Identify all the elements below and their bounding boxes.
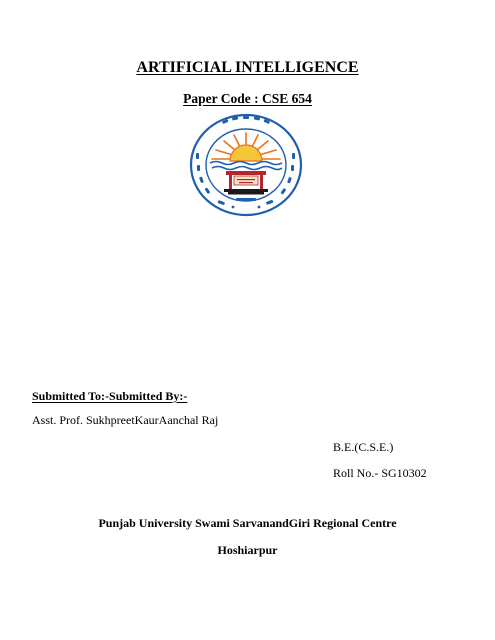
- institution-name: Punjab University Swami SarvanandGiri Regional Centre: [98, 516, 397, 530]
- paper-code: Paper Code : CSE 654: [183, 91, 312, 106]
- submission-names: Asst. Prof. SukhpreetKaurAanchal Raj: [32, 413, 219, 427]
- submitted-heading: Submitted To:-Submitted By:-: [32, 389, 188, 403]
- roll-number: Roll No.- SG10302: [333, 466, 427, 480]
- document-title: ARTIFICIAL INTELLIGENCE: [136, 59, 359, 76]
- university-seal-icon: [188, 113, 304, 217]
- institution-city: Hoshiarpur: [217, 543, 278, 557]
- degree: B.E.(C.S.E.): [333, 440, 394, 454]
